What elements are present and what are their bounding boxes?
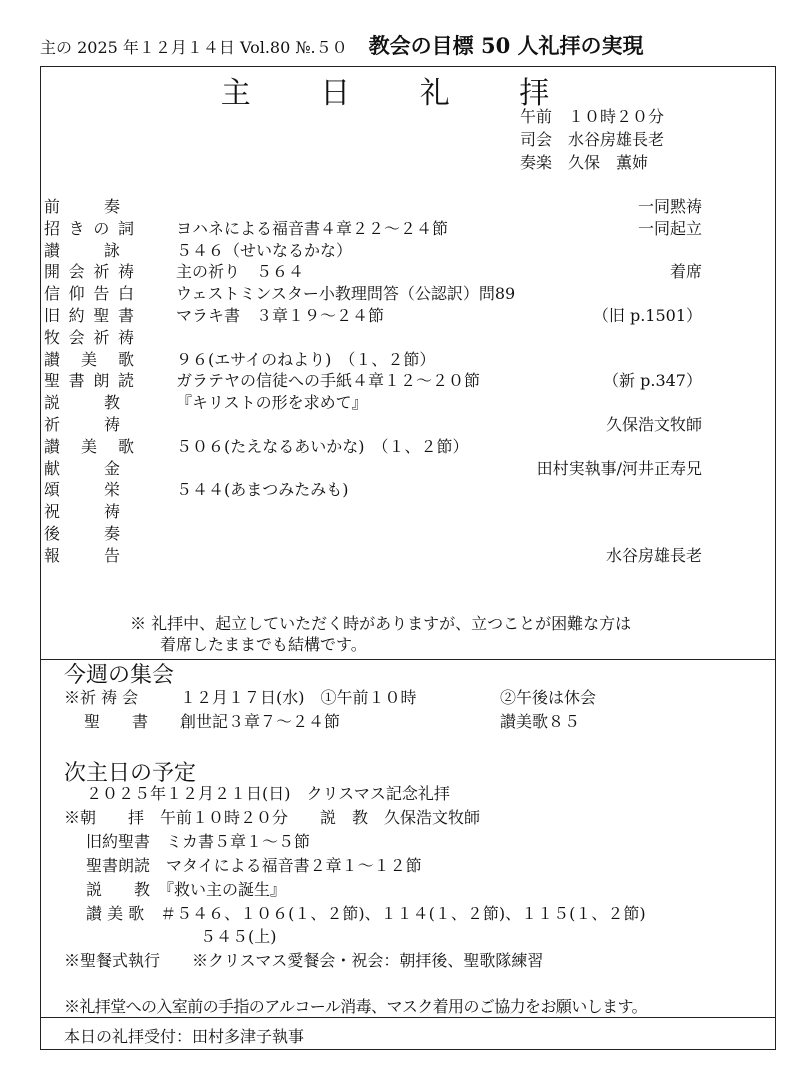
order-item-name: 信 仰 告 白 — [44, 284, 134, 304]
reception-duty: 本日の礼拝受付：田村多津子執事 — [64, 1027, 305, 1046]
order-item-note: 一同黙祷 — [637, 197, 702, 216]
order-item-name: 献 金 — [44, 458, 120, 478]
service-presider: 司会 水谷房雄長老 — [520, 130, 665, 149]
next-ot-reading: 旧約聖書 ミカ書５章１～５節 — [86, 832, 311, 851]
prayer-meeting-date: １２月１７日(水) ①午前１０時 — [180, 688, 417, 707]
order-item-note: （旧 p.1501） — [592, 306, 702, 325]
order-item-note: （新 p.347） — [603, 371, 702, 391]
next-sunday-date: ２０２５年１２月２１日(日) クリスマス記念礼拝 — [86, 784, 450, 803]
next-hymns-cont: ５４５(上) — [200, 927, 277, 946]
order-item-name: 祈 祷 — [44, 415, 120, 434]
service-time: 午前 １０時２０分 — [520, 107, 665, 126]
order-item-name: 招 き の 詞 — [44, 218, 134, 238]
order-item-note: 着席 — [669, 262, 702, 282]
order-item-detail: ヨハネによる福音書４章２２～２４節 — [176, 218, 449, 238]
bible-study-hymn: 讃美歌８５ — [500, 712, 581, 731]
order-item-name: 開 会 祈 祷 — [44, 262, 134, 282]
order-item-name: 牧 会 祈 祷 — [44, 327, 134, 347]
week-heading: 今週の集会 — [64, 663, 175, 688]
standing-notice-line2: 着席したままでも結構です。 — [160, 635, 367, 654]
order-item-detail: ９６(エサイのねより) （１、２節） — [176, 349, 436, 369]
order-item-name: 聖 書 朗 読 — [44, 371, 134, 391]
standing-notice-line1: ※ 礼拝中、起立していただく時がありますが、立つことが困難な方は — [130, 614, 632, 633]
order-item-name: 讃 詠 — [44, 240, 120, 260]
order-item-note: 水谷房雄長老 — [605, 545, 702, 565]
church-goal: 教会の目標 50 人礼拝の実現 — [368, 33, 644, 58]
order-item-detail: マラキ書 ３章１９～２４節 — [176, 306, 385, 325]
bible-study-passage: 創世記３章７～２４節 — [180, 712, 341, 731]
service-music: 奏楽 久保 薫姉 — [520, 153, 649, 172]
order-item-detail: ガラテヤの信徒への手紙４章１２～２０節 — [176, 371, 481, 391]
order-item-note: 田村実執事/河井正寿兄 — [536, 458, 702, 478]
order-item-note: 一同起立 — [637, 218, 702, 238]
hygiene-notice: ※礼拝堂への入室前の手指のアルコール消毒、マスク着用のご協力をお願いします。 — [64, 997, 647, 1016]
next-scripture-reading: 聖書朗読 マタイによる福音書２章１～１２節 — [86, 856, 422, 875]
order-item-name: 讃 美 歌 — [44, 349, 134, 369]
next-sunday-heading: 次主日の予定 — [64, 761, 197, 786]
order-item-detail: 主の祈り ５６４ — [176, 262, 305, 282]
order-item-detail: ウェストミンスター小教理問答（公認訳）問89 — [176, 284, 516, 304]
order-item-name: 旧 約 聖 書 — [44, 306, 134, 325]
order-item-name: 説 教 — [44, 393, 120, 413]
order-item-detail: ５４６（せいなるかな） — [176, 240, 353, 260]
issue-info: 主の 2025 年１２月１４日 Vol.80 №.５０ — [40, 38, 348, 57]
next-hymns: 讃 美 歌 ＃５４６、１０６(１、２節)、１１４(１、２節)、１１５(１、２節) — [86, 904, 646, 923]
next-worship: ※朝 拝 午前１０時２０分 説 教 久保浩文牧師 — [64, 808, 481, 827]
prayer-meeting-label: ※祈 祷 会 — [64, 688, 139, 707]
order-item-detail: ５４４(あまつみたみも) — [176, 480, 349, 500]
order-item-name: 頌 栄 — [44, 480, 120, 500]
order-item-name: 報 告 — [44, 545, 120, 565]
service-title: 主 日 礼 拝 — [220, 76, 580, 111]
order-item-name: 讃 美 歌 — [44, 436, 134, 456]
order-item-name: 祝 祷 — [44, 502, 120, 522]
next-sermon: 説 教 『救い主の誕生』 — [86, 880, 287, 899]
order-item-note: 久保浩文牧師 — [605, 415, 702, 434]
order-item-name: 後 奏 — [44, 524, 120, 543]
order-item-detail: 『キリストの形を求めて』 — [176, 393, 368, 413]
order-item-detail: ５０６(たえなるあいかな) （１、２節） — [176, 436, 469, 456]
prayer-meeting-note: ②午後は休会 — [500, 688, 597, 707]
bible-study-label: 聖 書 — [84, 712, 149, 731]
communion-notice: ※聖餐式執行 ※クリスマス愛餐会・祝会：朝拝後、聖歌隊練習 — [64, 951, 544, 970]
divider-footer — [40, 1017, 776, 1018]
order-item-name: 前 奏 — [44, 197, 120, 216]
bulletin-header — [40, 30, 644, 60]
